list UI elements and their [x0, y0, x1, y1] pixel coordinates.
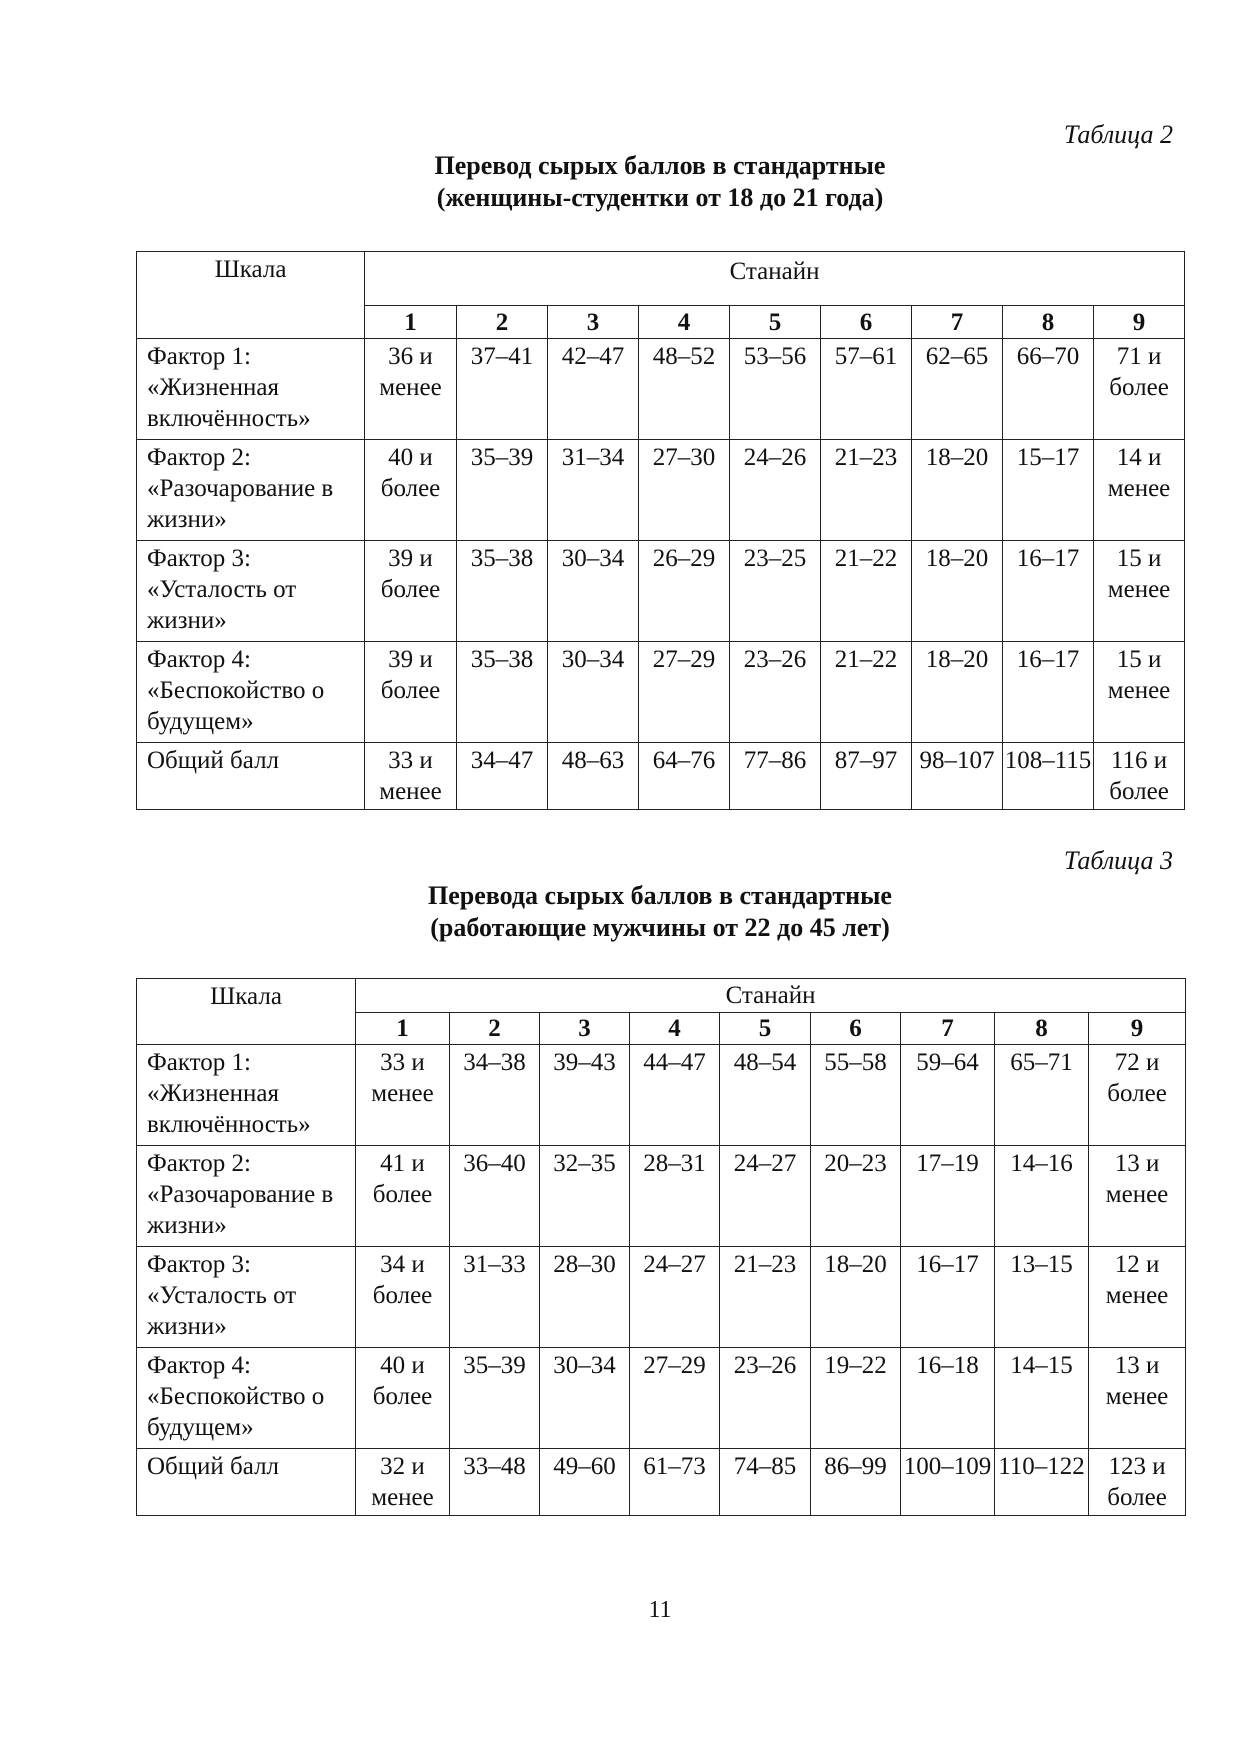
table-cell: 13 и менее — [1089, 1348, 1186, 1449]
table-cell: 19–22 — [811, 1348, 901, 1449]
table-cell: 48–54 — [720, 1045, 811, 1146]
table-cell: 62–65 — [912, 339, 1003, 440]
table-cell: 40 и более — [365, 440, 457, 541]
row-scale-name: Фактор 2: «Разочарование в жизни» — [137, 1146, 356, 1247]
table-cell: 31–33 — [450, 1247, 540, 1348]
table-cell: 18–20 — [811, 1247, 901, 1348]
table3-stanine-9: 9 — [1089, 1013, 1186, 1045]
table-row — [137, 1045, 1186, 1146]
table-cell: 15 и менее — [1094, 541, 1185, 642]
table3-stanine-5: 5 — [720, 1013, 811, 1045]
row-scale-name: Фактор 1: «Жизненная включённость» — [137, 1045, 356, 1146]
table3-stanine-7: 7 — [901, 1013, 995, 1045]
table2-stanine-1: 1 — [365, 306, 457, 339]
table-cell: 24–27 — [720, 1146, 811, 1247]
table2-stanine-5: 5 — [730, 306, 821, 339]
table-cell: 44–47 — [630, 1045, 720, 1146]
table-cell: 64–76 — [639, 743, 730, 810]
table-cell: 16–17 — [1003, 642, 1094, 743]
row-scale-name: Фактор 3: «Усталость от жизни» — [137, 1247, 356, 1348]
table2-stanine-3: 3 — [548, 306, 639, 339]
table-cell: 48–52 — [639, 339, 730, 440]
table-cell: 35–39 — [450, 1348, 540, 1449]
table-cell: 86–99 — [811, 1449, 901, 1516]
table-cell: 35–38 — [457, 541, 548, 642]
table-cell: 15–17 — [1003, 440, 1094, 541]
table-cell: 13 и менее — [1089, 1146, 1186, 1247]
table-cell: 36 и менее — [365, 339, 457, 440]
table-cell: 33 и менее — [365, 743, 457, 810]
table-cell: 61–73 — [630, 1449, 720, 1516]
table-cell: 71 и более — [1094, 339, 1185, 440]
table-cell: 31–34 — [548, 440, 639, 541]
table2-title-line1: Перевод сырых баллов в стандартные — [434, 151, 886, 180]
table-cell: 23–25 — [730, 541, 821, 642]
table-cell: 30–34 — [548, 541, 639, 642]
table-cell: 16–17 — [901, 1247, 995, 1348]
table-cell: 18–20 — [912, 541, 1003, 642]
table-cell: 66–70 — [1003, 339, 1094, 440]
table-cell: 65–71 — [995, 1045, 1089, 1146]
table-cell: 123 и более — [1089, 1449, 1186, 1516]
table-cell: 15 и менее — [1094, 642, 1185, 743]
table2-stanine-2: 2 — [457, 306, 548, 339]
table-cell: 87–97 — [821, 743, 912, 810]
table-cell: 14–15 — [995, 1348, 1089, 1449]
table-cell: 27–29 — [630, 1348, 720, 1449]
table-cell: 12 и менее — [1089, 1247, 1186, 1348]
table-cell: 110–122 — [995, 1449, 1089, 1516]
table2-title-line2: (женщины-студентки от 18 до 21 года) — [436, 183, 884, 212]
table-cell: 39–43 — [540, 1045, 630, 1146]
table-cell: 36–40 — [450, 1146, 540, 1247]
table-cell: 30–34 — [540, 1348, 630, 1449]
table-cell: 21–22 — [821, 541, 912, 642]
table-cell: 100–109 — [901, 1449, 995, 1516]
table-cell: 13–15 — [995, 1247, 1089, 1348]
table-cell: 35–39 — [457, 440, 548, 541]
table-cell: 41 и более — [356, 1146, 450, 1247]
row-scale-name: Фактор 4: «Беспокойство о будущем» — [137, 1348, 356, 1449]
table3-stanine-4: 4 — [630, 1013, 720, 1045]
table-cell: 14–16 — [995, 1146, 1089, 1247]
table2-stanine-8: 8 — [1003, 306, 1094, 339]
table3-stanine-6: 6 — [811, 1013, 901, 1045]
table3-title-line1: Перевода сырых баллов в стандартные — [428, 881, 892, 910]
table-cell: 27–30 — [639, 440, 730, 541]
table-cell: 27–29 — [639, 642, 730, 743]
table-row — [137, 440, 1185, 541]
table-row — [137, 642, 1185, 743]
table3 — [136, 978, 1186, 1516]
table-cell: 57–61 — [821, 339, 912, 440]
table-cell: 39 и более — [365, 541, 457, 642]
table-cell: 34 и более — [356, 1247, 450, 1348]
table-cell: 18–20 — [912, 440, 1003, 541]
table-cell: 28–31 — [630, 1146, 720, 1247]
table-row — [137, 339, 1185, 440]
table-cell: 98–107 — [912, 743, 1003, 810]
table-cell: 21–23 — [821, 440, 912, 541]
table2-stanine-7: 7 — [912, 306, 1003, 339]
table-cell: 23–26 — [730, 642, 821, 743]
table-cell: 72 и более — [1089, 1045, 1186, 1146]
table-cell: 32–35 — [540, 1146, 630, 1247]
table3-title-line2: (работающие мужчины от 22 до 45 лет) — [430, 913, 890, 942]
table-cell: 116 и более — [1094, 743, 1185, 810]
table-cell: 23–26 — [720, 1348, 811, 1449]
table-cell: 59–64 — [901, 1045, 995, 1146]
table-row — [137, 1348, 1186, 1449]
row-scale-name: Общий балл — [137, 743, 365, 810]
table-cell: 42–47 — [548, 339, 639, 440]
table-cell: 34–38 — [450, 1045, 540, 1146]
table-row — [137, 1247, 1186, 1348]
table-cell: 26–29 — [639, 541, 730, 642]
table-cell: 20–23 — [811, 1146, 901, 1247]
table-cell: 18–20 — [912, 642, 1003, 743]
table-cell: 74–85 — [720, 1449, 811, 1516]
table-cell: 14 и менее — [1094, 440, 1185, 541]
table-row — [137, 1449, 1186, 1516]
table-row — [137, 1146, 1186, 1247]
table-cell: 49–60 — [540, 1449, 630, 1516]
table-cell: 30–34 — [548, 642, 639, 743]
table3-stanine-2: 2 — [450, 1013, 540, 1045]
table-cell: 28–30 — [540, 1247, 630, 1348]
table-cell: 53–56 — [730, 339, 821, 440]
table-cell: 34–47 — [457, 743, 548, 810]
table-row — [137, 541, 1185, 642]
table-row — [137, 743, 1185, 810]
table-cell: 40 и более — [356, 1348, 450, 1449]
row-scale-name: Фактор 1: «Жизненная включённость» — [137, 339, 365, 440]
table-cell: 77–86 — [730, 743, 821, 810]
table-cell: 35–38 — [457, 642, 548, 743]
table-cell: 16–17 — [1003, 541, 1094, 642]
row-scale-name: Общий балл — [137, 1449, 356, 1516]
table2-scale-header: Шкала — [137, 252, 365, 339]
table-cell: 108–115 — [1003, 743, 1094, 810]
table3-stanine-3: 3 — [540, 1013, 630, 1045]
table3-scale-header: Шкала — [137, 979, 356, 1045]
table-cell: 16–18 — [901, 1348, 995, 1449]
table3-label: Таблица 3 — [1063, 846, 1173, 875]
table-cell: 21–23 — [720, 1247, 811, 1348]
table2-label: Таблица 2 — [1063, 120, 1173, 149]
table2-stanine-6: 6 — [821, 306, 912, 339]
row-scale-name: Фактор 3: «Усталость от жизни» — [137, 541, 365, 642]
table3-stanine-8: 8 — [995, 1013, 1089, 1045]
table-cell: 39 и более — [365, 642, 457, 743]
row-scale-name: Фактор 2: «Разочарование в жизни» — [137, 440, 365, 541]
table3-stanine-header: Станайн — [356, 979, 1186, 1013]
table-cell: 55–58 — [811, 1045, 901, 1146]
page-number: 11 — [648, 1597, 672, 1623]
table3-title — [0, 880, 1240, 944]
table-cell: 48–63 — [548, 743, 639, 810]
table-cell: 37–41 — [457, 339, 548, 440]
table-cell: 17–19 — [901, 1146, 995, 1247]
table2-stanine-header: Станайн — [365, 252, 1185, 306]
table-cell: 33–48 — [450, 1449, 540, 1516]
table2-stanine-4: 4 — [639, 306, 730, 339]
table-cell: 24–27 — [630, 1247, 720, 1348]
row-scale-name: Фактор 4: «Беспокойство о будущем» — [137, 642, 365, 743]
table2-stanine-9: 9 — [1094, 306, 1185, 339]
table3-stanine-1: 1 — [356, 1013, 450, 1045]
table2 — [136, 251, 1185, 810]
table-cell: 33 и менее — [356, 1045, 450, 1146]
table-cell: 24–26 — [730, 440, 821, 541]
table2-title — [0, 150, 1240, 214]
table-cell: 32 и менее — [356, 1449, 450, 1516]
table-cell: 21–22 — [821, 642, 912, 743]
